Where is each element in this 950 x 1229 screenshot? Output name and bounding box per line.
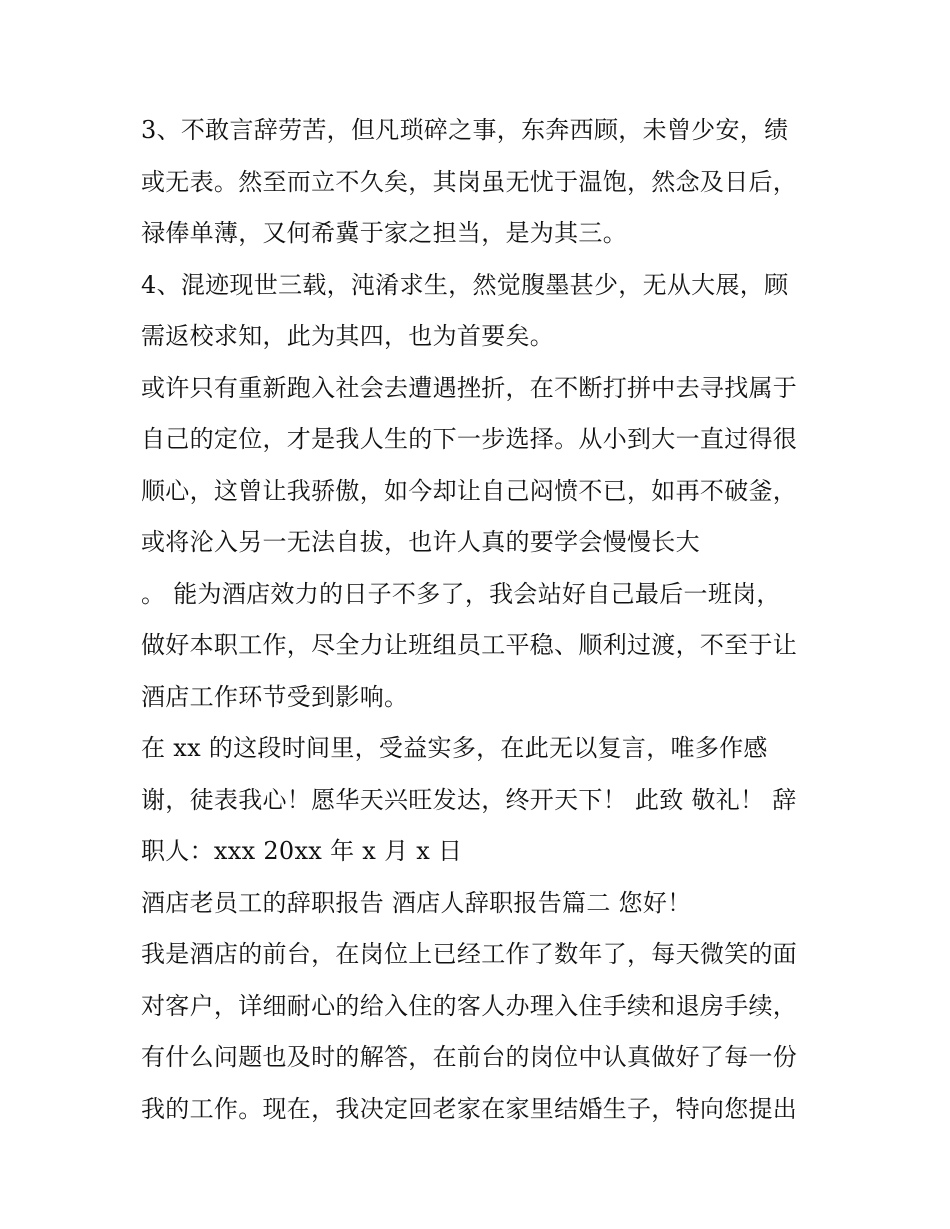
text-line-13: 在 xx 的这段时间里，受益实多，在此无以复言，唯多作感 (141, 734, 768, 762)
document-body (141, 110, 821, 1140)
text-line-3: 禄俸单薄，又何希冀于家之担当，是为其三。 (141, 219, 627, 247)
text-line-18: 对客户，详细耐心的给入住的客人办理入住手续和退房手续， (141, 991, 798, 1020)
text-line-2: 或无表。然至而立不久矣，其岗虽无忧于温饱，然念及日后， (141, 167, 798, 196)
text-line-6: 或许只有重新跑入社会去遭遇挫折，在不断打拼中去寻找属于 (141, 373, 798, 402)
text-line-12: 酒店工作环节受到影响。 (141, 682, 409, 711)
text-line-20: 我的工作。现在，我决定回老家在家里结婚生子，特向您提出 (141, 1094, 798, 1123)
text-line-19: 有什么问题也及时的解答，在前台的岗位中认真做好了每一份 (141, 1043, 798, 1071)
text-line-16: 酒店老员工的辞职报告 酒店人辞职报告篇二 您好！ (141, 888, 692, 917)
text-line-1: 3、不敢言辞劳苦，但凡琐碎之事，东奔西顾，未曾少安，绩 (141, 116, 789, 144)
text-line-10: 。 能为酒店效力的日子不多了，我会站好自己最后一班岗， (141, 579, 781, 608)
text-line-4: 4、混迹现世三载，沌淆求生，然觉腹墨甚少，无从大展，顾 (141, 270, 789, 299)
text-line-11: 做好本职工作，尽全力让班组员工平稳、顺利过渡，不至于让 (141, 631, 798, 659)
text-line-15: 职人：xxx 20xx 年 x 月 x 日 (141, 837, 463, 865)
text-line-7: 自己的定位，才是我人生的下一步选择。从小到大一直过得很 (141, 425, 798, 453)
text-line-9: 或将沦入另一无法自拔，也许人真的要学会慢慢长大 (141, 528, 700, 556)
text-line-17: 我是酒店的前台，在岗位上已经工作了数年了，每天微笑的面 (141, 940, 798, 968)
text-line-5: 需返校求知，此为其四，也为首要矣。 (141, 322, 555, 350)
text-line-8: 顺心，这曾让我骄傲，如今却让自己闷愤不已，如再不破釜， (141, 476, 798, 505)
text-line-14: 谢，徒表我心！愿华天兴旺发达，终开天下！ 此致 敬礼！ 辞 (141, 785, 797, 814)
